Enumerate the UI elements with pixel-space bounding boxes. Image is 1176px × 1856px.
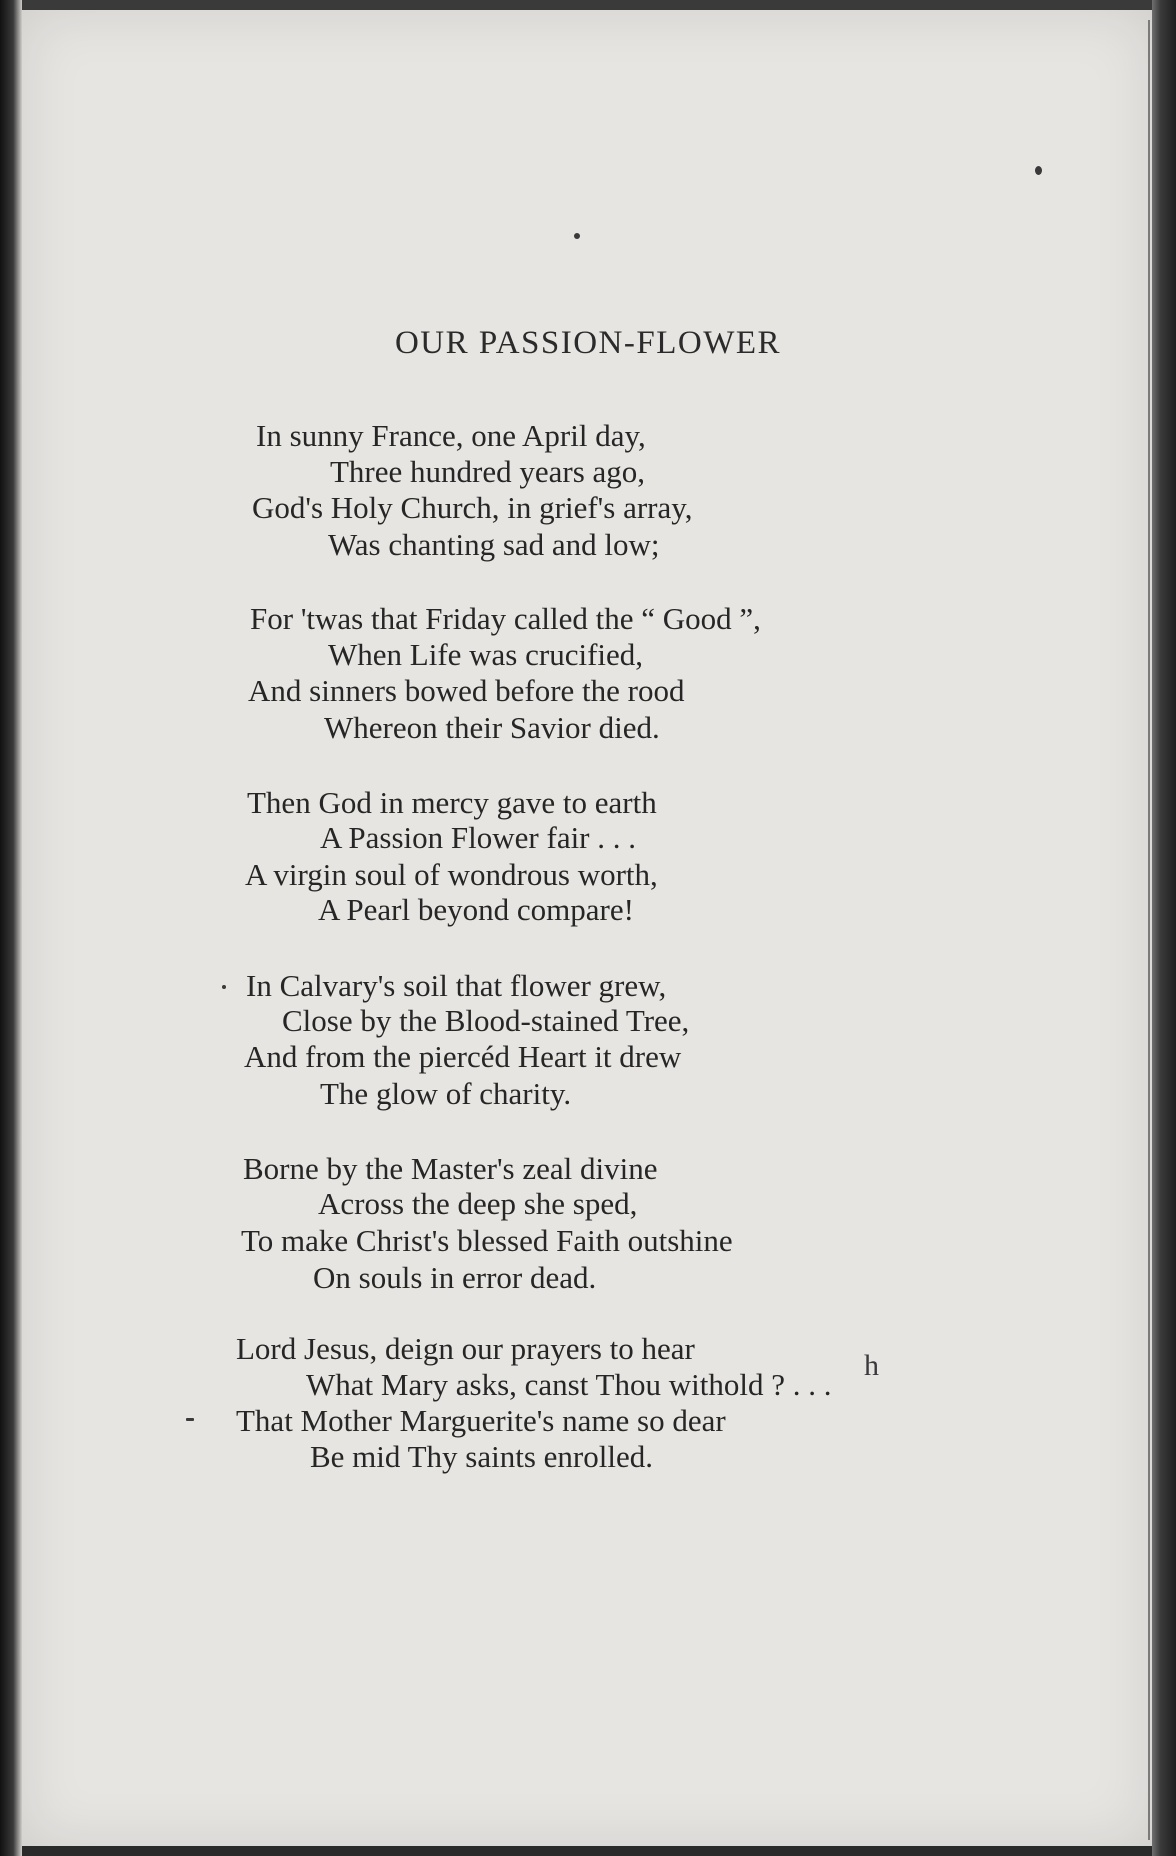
page-fold-line [1148,20,1150,1840]
ink-speck [186,1418,194,1421]
verse-line: On souls in error dead. [313,1260,597,1295]
verse-line: Then God in mercy gave to earth [247,785,657,820]
verse-line: Was chanting sad and low; [328,527,660,562]
verse-line: What Mary asks, canst Thou withold ? . . . [306,1367,832,1402]
verse-line: Three hundred years ago, [330,454,646,489]
verse-line: A virgin soul of wondrous worth, [245,857,658,892]
verse-line: In sunny France, one April day, [256,418,646,453]
ink-speck [574,233,580,239]
verse-line: In Calvary's soil that flower grew, [246,968,667,1003]
verse-line: Across the deep she sped, [318,1186,638,1221]
verse-line: Whereon their Savior died. [324,710,660,745]
poem-title: OUR PASSION-FLOWER [394,325,782,361]
scan-top-edge [0,0,1176,10]
verse-line: Lord Jesus, deign our prayers to hear [236,1331,695,1366]
verse-line: When Life was crucified, [328,637,644,672]
verse-line: God's Holy Church, in grief's array, [252,490,693,525]
scan-left-edge [0,0,22,1856]
verse-line: Be mid Thy saints enrolled. [310,1439,653,1474]
verse-line: And from the piercéd Heart it drew [244,1039,682,1074]
verse-line: A Passion Flower fair . . . [320,820,637,855]
verse-line: Borne by the Master's zeal divine [243,1151,658,1186]
ink-speck [1035,166,1042,175]
verse-line: For 'twas that Friday called the “ Good ”, [250,601,761,636]
book-gutter [1152,0,1176,1856]
verse-line: That Mother Marguerite's name so dear [236,1403,726,1438]
ink-speck [222,985,226,989]
handwritten-correction-mark: h [864,1349,879,1382]
verse-line: A Pearl beyond compare! [318,892,634,927]
verse-line: And sinners bowed before the rood [248,673,685,708]
verse-line: The glow of charity. [320,1076,572,1111]
verse-line: Close by the Blood-stained Tree, [282,1003,690,1038]
verse-line: To make Christ's blessed Faith outshine [241,1223,733,1258]
